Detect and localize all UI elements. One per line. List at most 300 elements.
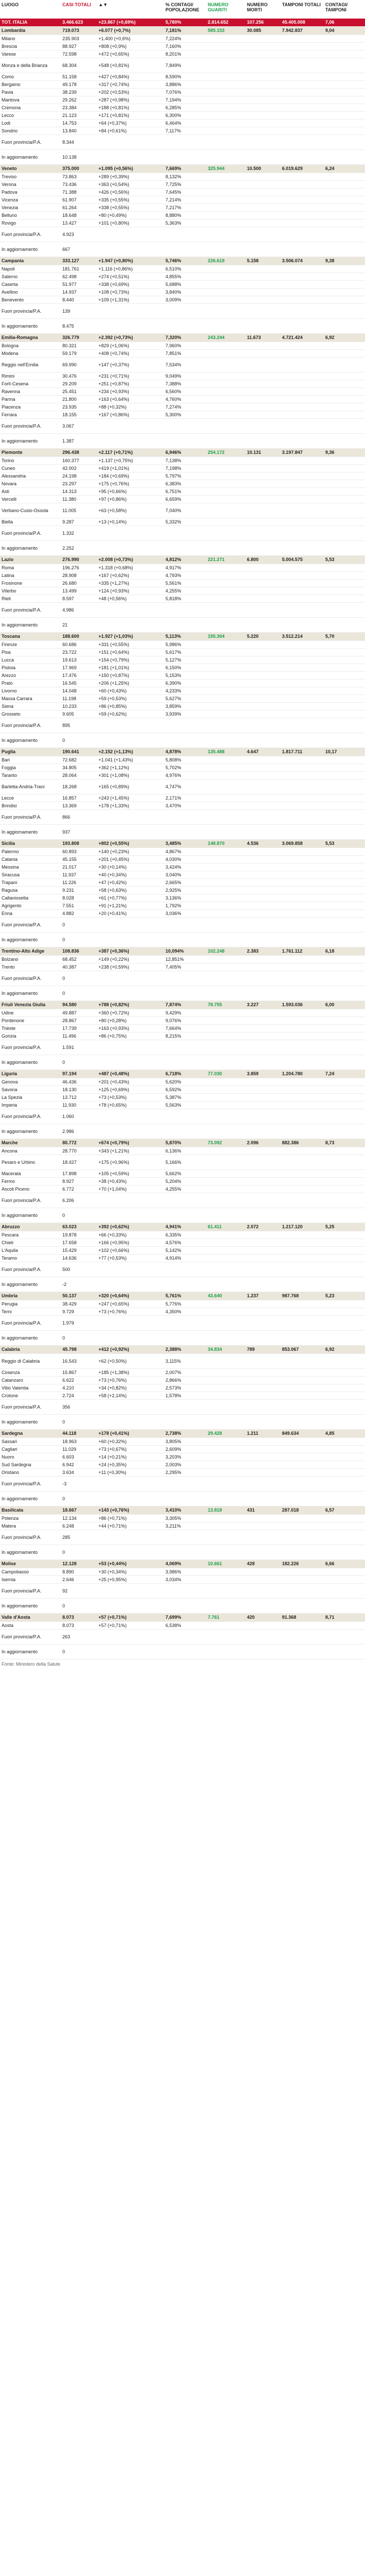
province-row[interactable]	[0, 1461, 365, 1469]
cell-variazione: +338 (+0,69%)	[97, 281, 164, 289]
province-row[interactable]	[0, 887, 365, 894]
cell-empty	[206, 1316, 245, 1331]
province-row[interactable]	[0, 358, 365, 372]
province-row[interactable]	[0, 189, 365, 196]
cell-contagi-popolazione: 3,034%	[164, 1576, 206, 1584]
region-row[interactable]	[0, 1614, 365, 1622]
province-row[interactable]	[0, 1630, 365, 1645]
cell-empty	[280, 496, 324, 503]
province-row[interactable]	[0, 733, 365, 748]
province-row[interactable]	[0, 1584, 365, 1599]
cell-empty	[280, 810, 324, 825]
province-row[interactable]	[0, 81, 365, 89]
cell-casi-totali: 0	[61, 1599, 97, 1614]
cell-empty	[206, 1262, 245, 1277]
sort-icon[interactable]: ▲▼	[98, 2, 108, 7]
province-row[interactable]	[0, 718, 365, 733]
province-row[interactable]	[0, 564, 365, 572]
cell-empty	[245, 986, 280, 1001]
cell-empty	[324, 764, 365, 772]
province-row[interactable]	[0, 319, 365, 334]
cell-empty	[245, 1178, 280, 1185]
cell-empty	[206, 572, 245, 580]
province-row[interactable]	[0, 1400, 365, 1415]
cell-contagi-popolazione: 7,851%	[164, 350, 206, 358]
cell-empty	[280, 1086, 324, 1094]
province-row[interactable]	[0, 350, 365, 358]
province-row[interactable]	[0, 687, 365, 695]
province-row[interactable]	[0, 1492, 365, 1506]
cell-empty	[280, 956, 324, 963]
province-row[interactable]	[0, 1515, 365, 1522]
province-row[interactable]	[0, 825, 365, 840]
province-row[interactable]	[0, 396, 365, 403]
col-header-luogo[interactable]: LUOGO	[2, 2, 19, 7]
province-row[interactable]	[0, 204, 365, 212]
cell-empty	[206, 526, 245, 541]
region-row[interactable]	[0, 1070, 365, 1078]
col-header-contagi-tamponi[interactable]: CONTAGI/ TAMPONI	[325, 2, 348, 12]
province-row[interactable]	[0, 1094, 365, 1101]
province-row[interactable]	[0, 1354, 365, 1369]
province-row[interactable]	[0, 150, 365, 165]
province-row[interactable]	[0, 1078, 365, 1086]
province-row[interactable]	[0, 1017, 365, 1025]
cell-empty	[245, 587, 280, 595]
cell-empty	[280, 58, 324, 73]
province-row[interactable]	[0, 603, 365, 618]
province-row[interactable]	[0, 680, 365, 687]
cell-empty	[324, 1247, 365, 1255]
cell-variazione	[97, 242, 164, 257]
province-row[interactable]	[0, 986, 365, 1001]
cell-contagi-popolazione	[164, 1599, 206, 1614]
cell-empty	[280, 933, 324, 947]
province-row[interactable]	[0, 1545, 365, 1560]
cell-luogo: Milano	[0, 35, 61, 43]
cell-empty	[206, 35, 245, 43]
province-row[interactable]	[0, 181, 365, 189]
province-row[interactable]	[0, 971, 365, 986]
province-row[interactable]	[0, 1308, 365, 1316]
cell-empty	[324, 1568, 365, 1576]
province-row[interactable]	[0, 1530, 365, 1545]
province-row[interactable]	[0, 503, 365, 518]
province-row[interactable]	[0, 710, 365, 718]
province-row[interactable]	[0, 918, 365, 933]
region-row[interactable]	[0, 165, 365, 173]
cell-casi-totali: 0	[61, 933, 97, 947]
cell-empty	[206, 127, 245, 135]
province-row[interactable]	[0, 779, 365, 794]
province-row[interactable]	[0, 1178, 365, 1185]
province-row[interactable]	[0, 756, 365, 764]
col-header-contagi-popolazione[interactable]: % CONTAGI/ POPOLAZIONE	[165, 2, 200, 12]
province-row[interactable]	[0, 342, 365, 350]
province-row[interactable]	[0, 1231, 365, 1239]
province-row[interactable]	[0, 372, 365, 380]
province-row[interactable]	[0, 104, 365, 112]
province-row[interactable]	[0, 580, 365, 587]
region-row[interactable]	[0, 947, 365, 956]
region-row[interactable]	[0, 556, 365, 564]
cell-empty	[206, 1461, 245, 1469]
cell-empty	[206, 219, 245, 227]
cell-empty	[324, 572, 365, 580]
province-row[interactable]	[0, 1109, 365, 1124]
cell-casi-totali: 4.986	[61, 603, 97, 618]
province-row[interactable]	[0, 50, 365, 58]
province-row[interactable]	[0, 1193, 365, 1208]
cell-luogo: Terni	[0, 1308, 61, 1316]
region-row[interactable]	[0, 257, 365, 265]
province-row[interactable]	[0, 434, 365, 449]
cell-luogo: Trento	[0, 963, 61, 971]
region-row[interactable]	[0, 1223, 365, 1231]
province-row[interactable]	[0, 480, 365, 488]
cell-tamponi: 91.368	[280, 1614, 324, 1622]
cell-contagi-tamponi: 9,04	[324, 27, 365, 35]
col-header-variazione[interactable]	[97, 0, 139, 19]
cell-empty	[206, 480, 245, 488]
cell-luogo: Modena	[0, 350, 61, 358]
cell-luogo: Isernia	[0, 1576, 61, 1584]
cell-luogo: Valle d'Aosta	[0, 1614, 61, 1622]
province-row[interactable]	[0, 1124, 365, 1139]
cell-contagi-popolazione: 3,115%	[164, 1354, 206, 1369]
province-row[interactable]	[0, 419, 365, 434]
cell-casi-totali: 285	[61, 1530, 97, 1545]
province-row[interactable]	[0, 1645, 365, 1659]
cell-casi-totali: 45.798	[61, 1346, 97, 1354]
province-row[interactable]	[0, 963, 365, 971]
province-row[interactable]	[0, 572, 365, 580]
region-row[interactable]	[0, 1001, 365, 1009]
region-row[interactable]	[0, 1430, 365, 1438]
cell-empty	[280, 1377, 324, 1384]
province-row[interactable]	[0, 902, 365, 910]
province-row[interactable]	[0, 488, 365, 496]
cell-empty	[324, 488, 365, 496]
province-row[interactable]	[0, 1247, 365, 1255]
province-row[interactable]	[0, 289, 365, 296]
cell-luogo: In aggiornamento	[0, 434, 61, 449]
cell-luogo: Liguria	[0, 1070, 61, 1078]
cell-empty	[206, 541, 245, 556]
cell-empty	[206, 1415, 245, 1430]
province-row[interactable]	[0, 641, 365, 649]
province-row[interactable]	[0, 1277, 365, 1292]
col-header-tamponi[interactable]: TAMPONI TOTALI	[282, 2, 321, 7]
cell-empty	[206, 1009, 245, 1017]
province-row[interactable]	[0, 1415, 365, 1430]
region-row[interactable]	[0, 1560, 365, 1568]
province-row[interactable]	[0, 1453, 365, 1461]
province-row[interactable]	[0, 127, 365, 135]
province-row[interactable]	[0, 73, 365, 81]
province-row[interactable]	[0, 1568, 365, 1576]
province-row[interactable]	[0, 933, 365, 947]
cell-empty	[245, 687, 280, 695]
cell-empty	[324, 457, 365, 465]
province-row[interactable]	[0, 304, 365, 319]
cell-luogo: Venezia	[0, 204, 61, 212]
cell-luogo: Fuori provincia/P.A.	[0, 1262, 61, 1277]
cell-empty	[324, 50, 365, 58]
province-row[interactable]	[0, 112, 365, 120]
cell-empty	[280, 419, 324, 434]
province-row[interactable]	[0, 1040, 365, 1055]
province-row[interactable]	[0, 1155, 365, 1170]
province-row[interactable]	[0, 526, 365, 541]
cell-tamponi: 1.817.711	[280, 748, 324, 756]
cell-variazione: +331 (+0,55%)	[97, 641, 164, 649]
province-row[interactable]	[0, 587, 365, 595]
cell-contagi-popolazione: 2,738%	[164, 1430, 206, 1438]
province-row[interactable]	[0, 541, 365, 556]
cell-contagi-popolazione	[164, 242, 206, 257]
province-row[interactable]	[0, 1262, 365, 1277]
cell-empty	[324, 227, 365, 242]
cell-contagi-popolazione: 5,166%	[164, 1155, 206, 1170]
province-row[interactable]	[0, 1384, 365, 1392]
region-row[interactable]	[0, 748, 365, 756]
province-row[interactable]	[0, 772, 365, 779]
cell-empty	[206, 1576, 245, 1584]
region-row[interactable]	[0, 27, 365, 35]
cell-empty	[324, 81, 365, 89]
region-row[interactable]	[0, 840, 365, 848]
cell-contagi-popolazione: 1,578%	[164, 1392, 206, 1400]
province-row[interactable]	[0, 281, 365, 289]
cell-empty	[324, 1147, 365, 1155]
province-row[interactable]	[0, 1392, 365, 1400]
province-row[interactable]	[0, 1622, 365, 1630]
province-row[interactable]	[0, 496, 365, 503]
province-row[interactable]	[0, 465, 365, 472]
cell-empty	[324, 1032, 365, 1040]
province-row[interactable]	[0, 1170, 365, 1178]
province-row[interactable]	[0, 703, 365, 710]
province-row[interactable]	[0, 1300, 365, 1308]
province-row[interactable]	[0, 457, 365, 465]
province-row[interactable]	[0, 595, 365, 603]
total-row[interactable]	[0, 19, 365, 27]
cell-empty	[324, 1599, 365, 1614]
cell-luogo: Biella	[0, 518, 61, 526]
province-row[interactable]	[0, 219, 365, 227]
province-row[interactable]	[0, 1239, 365, 1247]
cell-luogo: Umbria	[0, 1292, 61, 1300]
region-row[interactable]	[0, 1139, 365, 1147]
cell-empty	[280, 1545, 324, 1560]
province-row[interactable]	[0, 173, 365, 181]
cell-casi-totali: 4.210	[61, 1384, 97, 1392]
region-row[interactable]	[0, 449, 365, 457]
province-row[interactable]	[0, 380, 365, 388]
province-row[interactable]	[0, 35, 365, 43]
cell-tamponi: 1.593.036	[280, 1001, 324, 1009]
cell-contagi-popolazione: 4,747%	[164, 779, 206, 794]
province-row[interactable]	[0, 664, 365, 672]
cell-variazione: +95 (+0,66%)	[97, 488, 164, 496]
cell-casi-totali: 29.209	[61, 380, 97, 388]
province-row[interactable]	[0, 1438, 365, 1446]
province-row[interactable]	[0, 879, 365, 887]
cell-variazione: +343 (+1,21%)	[97, 1147, 164, 1155]
province-row[interactable]	[0, 1009, 365, 1017]
cell-casi-totali: 16.543	[61, 1354, 97, 1369]
province-row[interactable]	[0, 1599, 365, 1614]
province-row[interactable]	[0, 273, 365, 281]
region-row[interactable]	[0, 633, 365, 641]
province-row[interactable]	[0, 411, 365, 419]
cell-empty	[280, 1515, 324, 1522]
province-row[interactable]	[0, 910, 365, 918]
cell-casi-totali: 60.893	[61, 848, 97, 856]
cell-casi-totali: 17.739	[61, 1025, 97, 1032]
cell-contagi-popolazione	[164, 1193, 206, 1208]
province-row[interactable]	[0, 58, 365, 73]
cell-contagi-popolazione: 2,665%	[164, 879, 206, 887]
province-row[interactable]	[0, 1208, 365, 1223]
cell-contagi-popolazione: 5,780%	[164, 19, 206, 27]
province-row[interactable]	[0, 863, 365, 871]
province-row[interactable]	[0, 1032, 365, 1040]
cell-contagi-popolazione: 4,812%	[164, 556, 206, 564]
cell-variazione: +97 (+0,86%)	[97, 496, 164, 503]
province-row[interactable]	[0, 810, 365, 825]
province-row[interactable]	[0, 764, 365, 772]
cell-casi-totali: 937	[61, 825, 97, 840]
col-header-casi-totali[interactable]: CASI TOTALI	[62, 2, 91, 7]
province-row[interactable]	[0, 1025, 365, 1032]
cell-contagi-popolazione: 9,429%	[164, 1009, 206, 1017]
cell-variazione: +178 (+0,41%)	[97, 1430, 164, 1438]
cell-empty	[324, 1584, 365, 1599]
cell-empty	[324, 825, 365, 840]
province-row[interactable]	[0, 656, 365, 664]
cell-empty	[206, 1155, 245, 1170]
region-row[interactable]	[0, 1506, 365, 1515]
province-row[interactable]	[0, 1377, 365, 1384]
cell-empty	[245, 1025, 280, 1032]
province-row[interactable]	[0, 1316, 365, 1331]
region-row[interactable]	[0, 1292, 365, 1300]
cell-casi-totali: 866	[61, 810, 97, 825]
cell-casi-totali: 8.344	[61, 135, 97, 150]
cell-empty	[245, 1239, 280, 1247]
cell-variazione	[97, 419, 164, 434]
cell-empty	[280, 680, 324, 687]
province-row[interactable]	[0, 894, 365, 902]
province-row[interactable]	[0, 1255, 365, 1262]
cell-empty	[280, 204, 324, 212]
province-row[interactable]	[0, 1331, 365, 1346]
province-row[interactable]	[0, 1185, 365, 1193]
cell-morti: 420	[245, 1614, 280, 1622]
cell-empty	[245, 526, 280, 541]
cell-luogo: Como	[0, 73, 61, 81]
province-row[interactable]	[0, 518, 365, 526]
province-row[interactable]	[0, 618, 365, 633]
province-row[interactable]	[0, 96, 365, 104]
province-row[interactable]	[0, 135, 365, 150]
cell-contagi-popolazione	[164, 1277, 206, 1292]
cell-luogo: Grosseto	[0, 710, 61, 718]
cell-casi-totali: 40.387	[61, 963, 97, 971]
col-header-guariti[interactable]: NUMERO GUARITI	[208, 2, 228, 12]
province-row[interactable]	[0, 472, 365, 480]
province-row[interactable]	[0, 1522, 365, 1530]
cell-empty	[206, 772, 245, 779]
province-row[interactable]	[0, 1477, 365, 1492]
cell-casi-totali: 71.388	[61, 189, 97, 196]
cell-contagi-popolazione: 4,030%	[164, 856, 206, 863]
province-row[interactable]	[0, 120, 365, 127]
province-row[interactable]	[0, 196, 365, 204]
province-row[interactable]	[0, 296, 365, 304]
cell-empty	[324, 687, 365, 695]
region-row[interactable]	[0, 1346, 365, 1354]
col-header-morti[interactable]: NUMERO MORTI	[247, 2, 268, 12]
cell-empty	[206, 112, 245, 120]
province-row[interactable]	[0, 956, 365, 963]
province-row[interactable]	[0, 212, 365, 219]
cell-contagi-popolazione: 4,069%	[164, 1560, 206, 1568]
province-row[interactable]	[0, 43, 365, 50]
cell-variazione	[97, 1055, 164, 1070]
province-row[interactable]	[0, 1086, 365, 1094]
cell-empty	[324, 518, 365, 526]
province-row[interactable]	[0, 1469, 365, 1477]
region-row[interactable]	[0, 334, 365, 342]
province-row[interactable]	[0, 403, 365, 411]
province-row[interactable]	[0, 242, 365, 257]
province-row[interactable]	[0, 265, 365, 273]
province-row[interactable]	[0, 848, 365, 856]
cell-empty	[324, 879, 365, 887]
province-row[interactable]	[0, 1101, 365, 1109]
province-row[interactable]	[0, 1147, 365, 1155]
province-row[interactable]	[0, 89, 365, 96]
province-row[interactable]	[0, 649, 365, 656]
cell-casi-totali: 1.591	[61, 1040, 97, 1055]
col-header-empty	[139, 0, 164, 19]
province-row[interactable]	[0, 1055, 365, 1070]
cell-empty	[245, 595, 280, 603]
cell-variazione	[97, 933, 164, 947]
province-row[interactable]	[0, 695, 365, 703]
cell-casi-totali: 42.002	[61, 465, 97, 472]
province-row[interactable]	[0, 227, 365, 242]
cell-luogo: Fuori provincia/P.A.	[0, 1193, 61, 1208]
cell-empty	[324, 319, 365, 334]
province-row[interactable]	[0, 794, 365, 802]
province-row[interactable]	[0, 1446, 365, 1453]
cell-guariti: 148.870	[206, 840, 245, 848]
cell-contagi-popolazione	[164, 541, 206, 556]
province-row[interactable]	[0, 388, 365, 396]
province-row[interactable]	[0, 871, 365, 879]
province-row[interactable]	[0, 1576, 365, 1584]
province-row[interactable]	[0, 1369, 365, 1377]
province-row[interactable]	[0, 802, 365, 810]
cell-empty	[206, 1124, 245, 1139]
province-row[interactable]	[0, 672, 365, 680]
province-row[interactable]	[0, 856, 365, 863]
cell-luogo: Perugia	[0, 1300, 61, 1308]
